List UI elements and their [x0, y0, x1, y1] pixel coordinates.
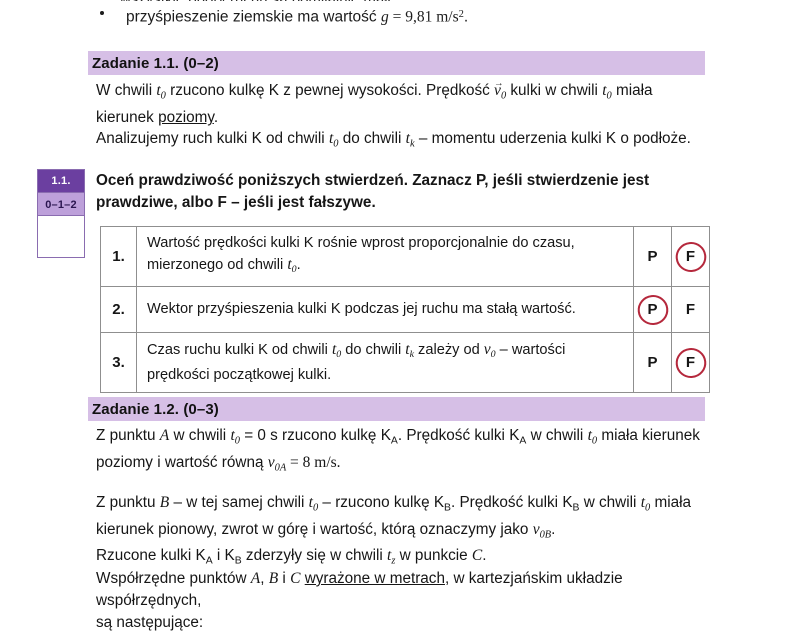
assumption-period: . — [463, 8, 469, 26]
t11p2-s1: Analizujemy ruch kulki K od chwili — [96, 130, 329, 147]
symbol-t0-d: t — [230, 427, 235, 444]
t11p1-s3: kulki w chwili — [506, 82, 603, 99]
symbol-t0-e-sub: 0 — [591, 435, 598, 447]
symbol-t0-e: t — [587, 427, 592, 444]
row1-stmt-part1: Wartość prędkości kulki K rośnie wprost proporcjonalnie do czasu, mierzonego od chwili — [147, 235, 575, 273]
symbol-v0-sub: 0 — [500, 90, 507, 102]
row3-stmt-part3: zależy od — [414, 342, 484, 359]
row1-symbol-t-sub: 0 — [291, 264, 297, 276]
t12p1-s5: w chwili — [526, 427, 588, 444]
gravity-value: 9,81 — [405, 8, 433, 26]
assumption-text-lead: przyśpieszenie ziemskie ma wartość — [126, 8, 381, 26]
point-A-1: A — [159, 427, 170, 444]
ball-kB-sub-2: B — [572, 502, 580, 514]
row2-option-true-glyph-circled: P — [640, 297, 666, 323]
row1-option-false-glyph-circled: F — [678, 244, 704, 270]
row3-option-true-glyph: P — [647, 353, 658, 371]
row3-stmt-part2: do chwili — [341, 342, 406, 359]
symbol-tz: t — [387, 547, 392, 564]
row2-stmt-part1: Wektor przyśpieszenia kulki K podczas jej ruchu ma stałą wartość. — [147, 301, 576, 318]
ball-kA-sub-3: A — [205, 555, 213, 567]
t12p3-s1: Rzucone kulki K — [96, 547, 206, 564]
t11p2-s2: do chwili — [338, 130, 406, 147]
t12p2-s6: miała kierunek pionowy, zwrot w górę i wartość, którą oznaczymy jako — [96, 494, 692, 539]
row3-symbol-v0-sub: 0 — [490, 349, 496, 361]
clipped-top-line-text — [120, 0, 400, 1]
t12p2-s3: – rzucono kulkę K — [318, 494, 445, 511]
symbol-tk-sub: k — [409, 138, 415, 150]
row3-stmt-part1: Czas ruchu kulki K od chwili — [147, 342, 332, 359]
gravity-unit: m/s — [432, 8, 459, 26]
t12p1-s6: miała kierunek poziomy i wartość równą — [96, 427, 700, 472]
row3-symbol-tk: t — [405, 341, 410, 359]
t12p1-s1: Z punktu — [96, 427, 160, 444]
row-number: 1. — [101, 227, 137, 287]
symbol-t0-g: t — [640, 494, 645, 511]
clipped-top-line — [120, 0, 680, 1]
t11p1-s5: . — [213, 109, 219, 127]
row3-symbol-v0: v — [483, 341, 491, 359]
symbol-v0-vector: v → — [494, 80, 501, 102]
row-statement — [137, 333, 634, 393]
scoring-marker-blank — [38, 216, 84, 257]
t12p1-s7-value: = 8 m/s. — [286, 454, 341, 472]
t12p3-s4: w punkcie — [395, 547, 472, 564]
symbol-t0-b-sub: 0 — [606, 90, 612, 102]
table-row — [101, 227, 710, 287]
point-C-2: C — [290, 570, 301, 587]
point-B-2: B — [268, 570, 279, 587]
symbol-v0B: v — [532, 521, 540, 539]
row2-option-true[interactable] — [634, 287, 672, 333]
task-12-paragraph-2 — [96, 492, 710, 547]
symbol-t0-f-sub: 0 — [312, 502, 319, 514]
t12p2-s7: . — [551, 521, 556, 539]
t12p2-s5: w chwili — [579, 494, 641, 511]
task-11-header: Zadanie 1.1. (0–2) — [88, 51, 705, 75]
t11p1-s4: miała kierunek — [96, 82, 653, 127]
task-11-instruction: Oceń prawdziwość poniższych stwierdzeń. Zaznacz P, jeśli stwierdzenie jest prawdziwe, albo F – jeśli jest fałszywe. — [96, 172, 650, 211]
ball-kB-sub-3: B — [234, 555, 242, 567]
scoring-marker-points: 0–1–2 — [38, 192, 84, 216]
task-12-header: Zadanie 1.2. (0–3) — [88, 397, 705, 421]
ball-kB-sub-1: B — [444, 502, 451, 514]
equals-sign: = — [388, 8, 406, 26]
symbol-g: g — [380, 8, 389, 26]
t12p2-s2: – w tej samej chwili — [169, 494, 309, 511]
row1-option-false[interactable] — [672, 227, 710, 287]
row3-symbol-t0-sub: 0 — [336, 349, 342, 361]
point-A-2: A — [250, 570, 261, 587]
t12p3-s3: zderzyły się w chwili — [241, 547, 388, 564]
assumption-bullet-text — [126, 4, 700, 28]
row-statement — [137, 287, 634, 333]
row-number: 2. — [101, 287, 137, 333]
t11p1-s2: rzucono kulkę K z pewnej wysokości. Prędkość — [165, 82, 495, 99]
t12p1-s4: . Prędkość kulki K — [397, 427, 520, 444]
task-11-paragraph-1 — [96, 80, 710, 129]
symbol-tk: t — [405, 130, 410, 147]
t11p1-underlined: poziomy — [158, 109, 214, 127]
t12p3-s2: i K — [212, 547, 235, 564]
symbol-t0-f: t — [308, 494, 313, 511]
t12p3-s5: . — [482, 547, 487, 564]
symbol-tz-sub: z — [391, 555, 396, 567]
t12p4-s5: , w kartezjańskim układzie współrzędnych, — [96, 570, 623, 609]
row-statement — [137, 227, 634, 287]
ball-kA-sub-1: A — [390, 435, 398, 447]
row3-option-false-glyph-circled: F — [678, 350, 704, 376]
symbol-v0A-sub: 0A — [274, 462, 287, 474]
t11p1-s1: W chwili — [96, 82, 157, 99]
point-B-1: B — [159, 494, 170, 511]
symbol-t0-a-sub: 0 — [160, 90, 166, 102]
row2-option-false[interactable] — [672, 287, 710, 333]
table-row — [101, 287, 710, 333]
table-row — [101, 333, 710, 393]
row3-option-true[interactable] — [634, 333, 672, 393]
gravity-unit-exponent: 2 — [458, 9, 464, 20]
t12p2-s4: . Prędkość kulki K — [450, 494, 573, 511]
symbol-t0-g-sub: 0 — [645, 502, 651, 514]
row3-stmt-part4: – wartości prędkości początkowej kulki. — [147, 342, 566, 384]
t12p4-s3: i — [278, 570, 291, 587]
t12p1-s3: = 0 s rzucono kulkę K — [239, 427, 391, 444]
t12p4-s2: , — [260, 570, 269, 587]
t12p4-s6: są następujące: — [96, 614, 204, 631]
row3-option-false[interactable] — [672, 333, 710, 393]
symbol-v0A: v — [267, 454, 275, 472]
symbol-t0-c-sub: 0 — [333, 138, 339, 150]
t12p1-s2: w chwili — [169, 427, 231, 444]
task-11-paragraph-2 — [96, 128, 710, 155]
t11p2-s3: – momentu uderzenia kulki K o podłoże. — [414, 130, 691, 147]
assumption-bullet-item — [100, 4, 700, 28]
row1-stmt-part2: . — [296, 257, 301, 273]
task-12-paragraph-4 — [96, 568, 710, 634]
symbol-v0B-sub: 0B — [539, 529, 552, 541]
true-false-table — [100, 226, 710, 393]
ball-kA-sub-2: A — [519, 435, 527, 447]
scoring-marker-id: 1.1. — [38, 170, 84, 192]
row3-symbol-t0: t — [331, 341, 337, 359]
row1-symbol-t: t — [287, 256, 292, 273]
row2-option-false-glyph: F — [685, 300, 696, 318]
symbol-t0-b: t — [602, 82, 607, 99]
symbol-t0-d-sub: 0 — [234, 435, 240, 447]
t12p2-s1: Z punktu — [96, 494, 160, 511]
symbol-t0-c: t — [328, 130, 334, 147]
symbol-t0-a: t — [156, 82, 161, 99]
row1-option-true[interactable] — [634, 227, 672, 287]
row-number: 3. — [101, 333, 137, 393]
row1-option-true-glyph: P — [647, 247, 658, 265]
bullet-dot-icon — [100, 11, 104, 15]
t12p4-underlined: wyrażone w metrach — [304, 570, 445, 587]
t12p4-s1: Współrzędne punktów — [96, 570, 251, 587]
task-12-paragraph-1 — [96, 425, 710, 480]
scoring-marker-11 — [37, 169, 85, 258]
point-C-1: C — [471, 547, 483, 564]
row3-symbol-tk-sub: k — [409, 349, 414, 361]
